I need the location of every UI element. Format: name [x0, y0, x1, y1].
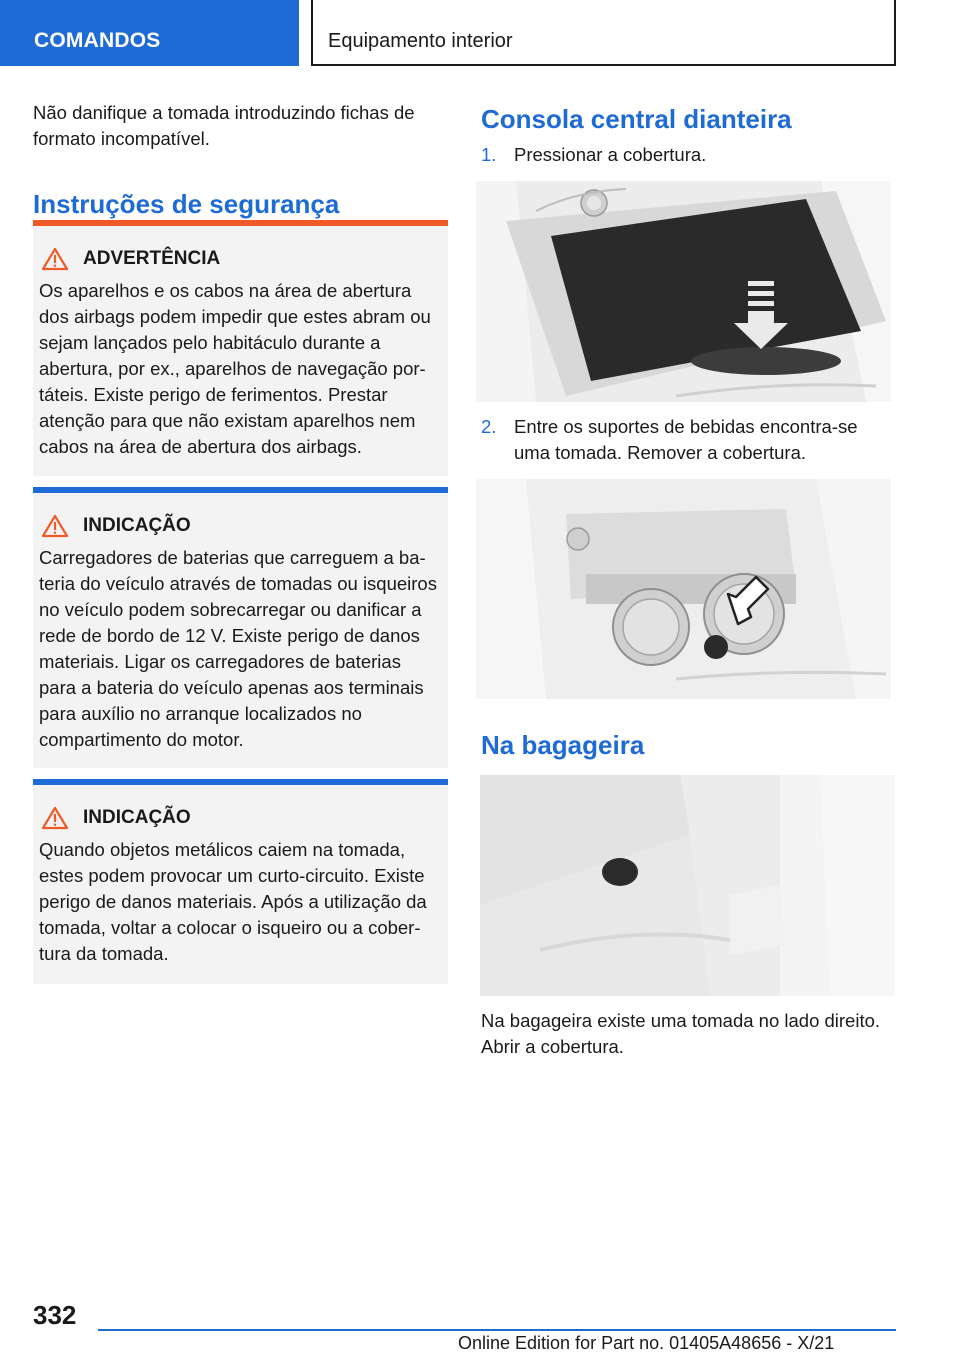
info-body: Carregadores de baterias que carreguem a bateria do veículo através de tomadas ou isqueiros no veículo podem sobrecarregar ou danificar a rede de bordo de 12 V. Existe perigo de danos materiais. Ligar os carregadores de baterias para a bateria do veículo apenas aos terminais para auxílio no arranque localizados no compartimento do motor. [39, 547, 437, 750]
page-number: 332 [33, 1300, 77, 1330]
figure-console-tray [476, 181, 891, 402]
warning-body: Os aparelhos e os cabos na área de abertura dos airbags podem impedir que estes abram ou sejam lançados pelo habitáculo durante a abertura, por ex., aparelhos de navegação portáteis. Existe perigo de ferimentos. Prestar atenção para que não existam aparelhos nem cabos na área de abertura dos airbags. [39, 280, 431, 457]
info-notice-charger [33, 487, 448, 768]
info-body: Quando objetos metálicos caiem na tomada, estes podem provocar um curto-circuito. Existe perigo de danos materiais. Após a utilização da tomada, voltar a colocar o isqueiro ou a cobertura da tomada. [39, 839, 427, 964]
warning-title-row [39, 246, 442, 272]
figure-trunk-socket [480, 775, 895, 996]
trunk-heading: Na bagageira [481, 730, 645, 760]
warning-triangle-icon [41, 247, 69, 271]
step-number: 1. [481, 144, 497, 165]
step-1 [481, 142, 896, 168]
info-title: INDICAÇÃO [83, 515, 191, 536]
info-title: INDICAÇÃO [83, 807, 191, 828]
console-heading: Consola central dianteira [481, 104, 792, 134]
footer-divider [98, 1329, 896, 1331]
step-2 [481, 414, 896, 466]
step-text: Entre os suportes de bebidas encontra-se uma tomada. Remover a cobertura. [514, 416, 858, 463]
step-number: 2. [481, 416, 497, 437]
info-title-row [39, 805, 442, 831]
warning-triangle-icon [41, 514, 69, 538]
warning-title: ADVERTÊNCIA [83, 248, 221, 269]
step-text: Pressionar a cobertura. [514, 144, 707, 165]
warning-notice [33, 220, 448, 476]
info-title-row [39, 513, 442, 539]
left-column [33, 100, 448, 220]
footer-edition: Online Edition for Part no. 01405A48656 - X/21 [458, 1333, 835, 1353]
figure-cupholder-socket [476, 479, 891, 699]
warning-triangle-icon [41, 806, 69, 830]
header-chapter-title: Equipamento interior [311, 0, 896, 66]
trunk-paragraph: Na bagageira existe uma tomada no lado direito. Abrir a cobertura. [481, 1010, 881, 1057]
intro-paragraph: Não danifique a tomada introduzindo fichas de formato incompatível. [33, 102, 415, 149]
safety-heading: Instruções de segurança [33, 189, 340, 219]
info-notice-metal [33, 779, 448, 984]
header-section-tab: COMANDOS [0, 0, 299, 66]
